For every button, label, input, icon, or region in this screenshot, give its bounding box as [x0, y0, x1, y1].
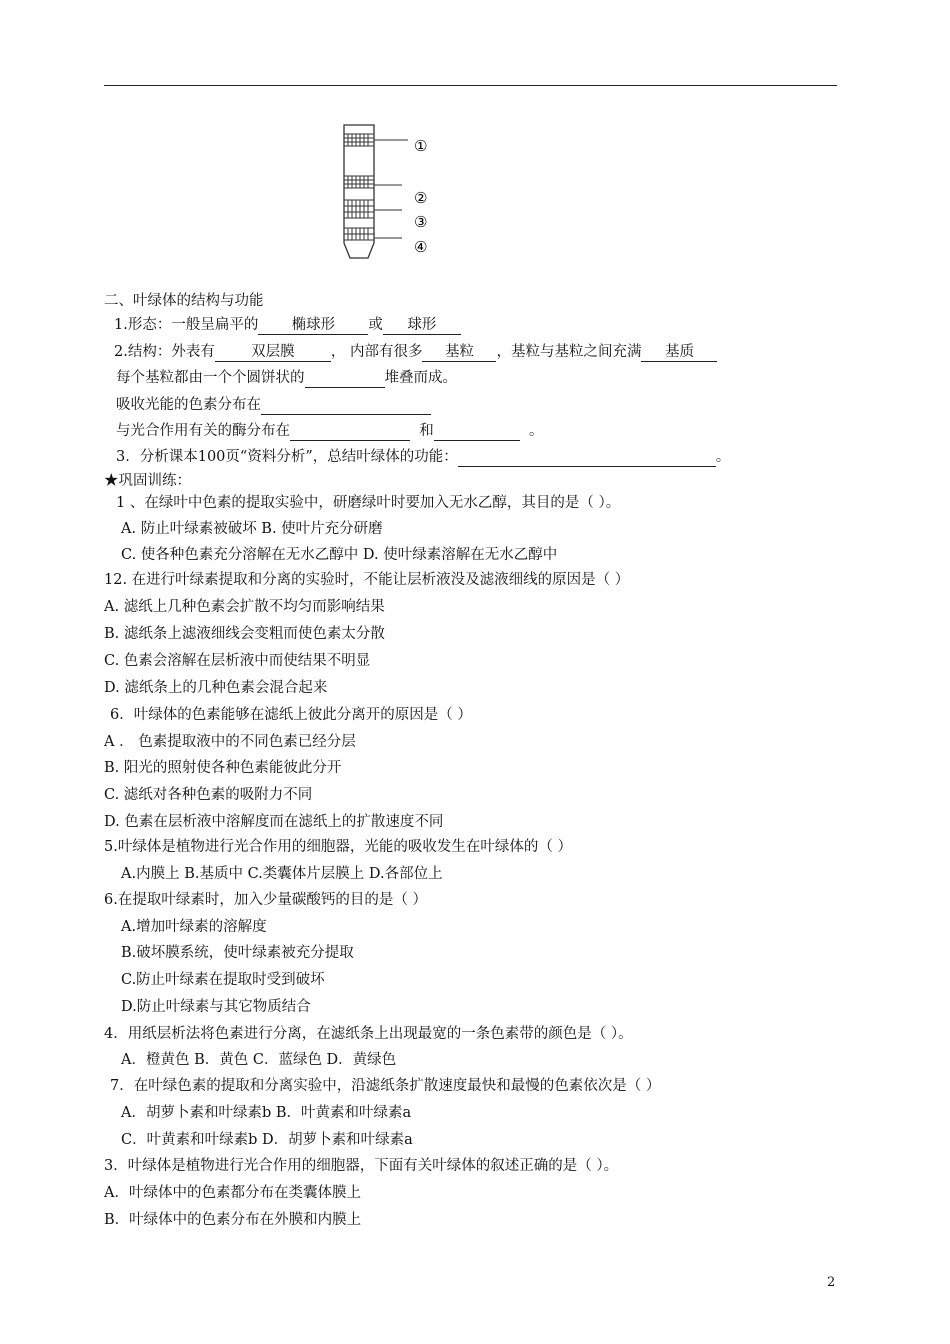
exercise-line: A. 滤纸上几种色素会扩散不均匀而影响结果 — [104, 599, 385, 615]
q2c-blank — [261, 397, 431, 415]
exercise-line: B. 阳光的照射使各种色素能彼此分开 — [104, 760, 342, 776]
q2-answer-stroma: 基质 — [641, 344, 717, 362]
exercise-line: A．叶绿体中的色素都分布在类囊体膜上 — [104, 1185, 361, 1201]
q2-prefix: 2.结构：外表有 — [114, 344, 215, 360]
exercise-line: 7．在叶绿色素的提取和分离实验中，沿滤纸条扩散速度最快和最慢的色素依次是（ ） — [110, 1078, 661, 1094]
q2c-line — [116, 395, 431, 415]
exercise-line: 4．用纸层析法将色素进行分离，在滤纸条上出现最宽的一条色素带的颜色是（ ）。 — [104, 1026, 633, 1042]
exercise-line: C. 色素会溶解在层析液中而使结果不明显 — [104, 653, 371, 669]
diagram-label-1: ① — [414, 137, 428, 155]
q1-mid: 或 — [368, 317, 383, 333]
q3-blank — [458, 449, 716, 467]
exercise-line: A.内膜上 B.基质中 C.类囊体片层膜上 D.各部位上 — [121, 866, 443, 882]
exercise-line: D. 色素在层析液中溶解度而在滤纸上的扩散速度不同 — [104, 814, 444, 830]
exercise-line: C．叶黄素和叶绿素b D．胡萝卜素和叶绿素a — [121, 1132, 413, 1148]
q2-answer-grana: 基粒 — [422, 344, 496, 362]
exercise-line: A．橙黄色 B．黄色 C．蓝绿色 D．黄绿色 — [121, 1052, 397, 1068]
q1-answer-sphere: 球形 — [383, 317, 461, 335]
exercise-line: 6．叶绿体的色素能够在滤纸上彼此分离开的原因是（ ） — [110, 707, 472, 723]
q2d-line — [116, 421, 543, 441]
q3-suffix: 。 — [715, 449, 731, 465]
q2-line — [114, 342, 717, 362]
q2d-suffix: 。 — [528, 423, 544, 439]
exercise-line: D. 滤纸条上的几种色素会混合起来 — [104, 680, 328, 696]
exercise-line: 1 、在绿叶中色素的提取实验中，研磨绿叶时要加入无水乙醇，其目的是（ ）。 — [116, 495, 621, 511]
exercise-line: A. 防止叶绿素被破坏 B. 使叶片充分研磨 — [121, 521, 383, 537]
diagram-label-4: ④ — [414, 238, 428, 256]
exercise-line: C. 滤纸对各种色素的吸附力不同 — [104, 787, 313, 803]
exercise-line: B. 滤纸条上滤液细线会变粗而使色素太分散 — [104, 626, 385, 642]
q2-answer-membrane: 双层膜 — [215, 344, 331, 362]
q2b-suffix: 堆叠而成。 — [384, 370, 457, 386]
q3-prefix: 3．分析课本100页“资料分析”，总结叶绿体的功能： — [116, 449, 458, 465]
exercise-line: A.增加叶绿素的溶解度 — [121, 919, 267, 935]
q2-mid1: ， 内部有很多 — [330, 344, 423, 360]
exercise-line: 12. 在进行叶绿素提取和分离的实验时，不能让层析液没及滤液细线的原因是（ ） — [104, 572, 630, 588]
q2b-blank — [305, 370, 385, 388]
q2b-line — [116, 368, 457, 388]
header-rule — [104, 85, 837, 86]
q2d-blank-2 — [434, 423, 520, 441]
exercise-line: D.防止叶绿素与其它物质结合 — [121, 999, 311, 1015]
q3-line — [116, 447, 730, 467]
diagram-label-3: ③ — [414, 213, 428, 231]
exercise-line: 3．叶绿体是植物进行光合作用的细胞器，下面有关叶绿体的叙述正确的是（ ）。 — [104, 1158, 619, 1174]
exercise-line: 5.叶绿体是植物进行光合作用的细胞器，光能的吸收发生在叶绿体的（ ） — [104, 839, 572, 855]
exercise-line: C.防止叶绿素在提取时受到破坏 — [121, 972, 325, 988]
exercise-line: 6.在提取叶绿素时，加入少量碳酸钙的目的是（ ） — [104, 892, 427, 908]
exercise-line: A ． 色素提取液中的不同色素已经分层 — [104, 734, 356, 750]
q2d-prefix: 与光合作用有关的酶分布在 — [116, 423, 290, 439]
q1-prefix: 1.形态：一般呈扁平的 — [114, 317, 259, 333]
q2d-mid: 和 — [419, 423, 434, 439]
page-number: 2 — [827, 1275, 836, 1290]
q2-mid2: ，基粒与基粒之间充满 — [496, 344, 642, 360]
q1-line — [114, 315, 461, 335]
exercise-line: A．胡萝卜素和叶绿素b B．叶黄素和叶绿素a — [121, 1105, 412, 1121]
q2c-prefix: 吸收光能的色素分布在 — [116, 397, 261, 413]
exercise-heading: ★巩固训练： — [104, 473, 191, 489]
q2d-blank-1 — [290, 423, 410, 441]
diagram-label-2: ② — [414, 189, 428, 207]
q1-answer-ellipsoid: 椭球形 — [258, 317, 368, 335]
exercise-line: B．叶绿体中的色素分布在外膜和内膜上 — [104, 1212, 362, 1228]
exercise-line: B.破坏膜系统，使叶绿素被充分提取 — [121, 945, 354, 961]
exercise-line: C. 使各种色素充分溶解在无水乙醇中 D. 使叶绿素溶解在无水乙醇中 — [121, 547, 558, 563]
q2b-prefix: 每个基粒都由一个个圆饼状的 — [116, 370, 305, 386]
grana-diagram — [330, 118, 450, 268]
section-heading: 二、叶绿体的结构与功能 — [104, 293, 264, 309]
